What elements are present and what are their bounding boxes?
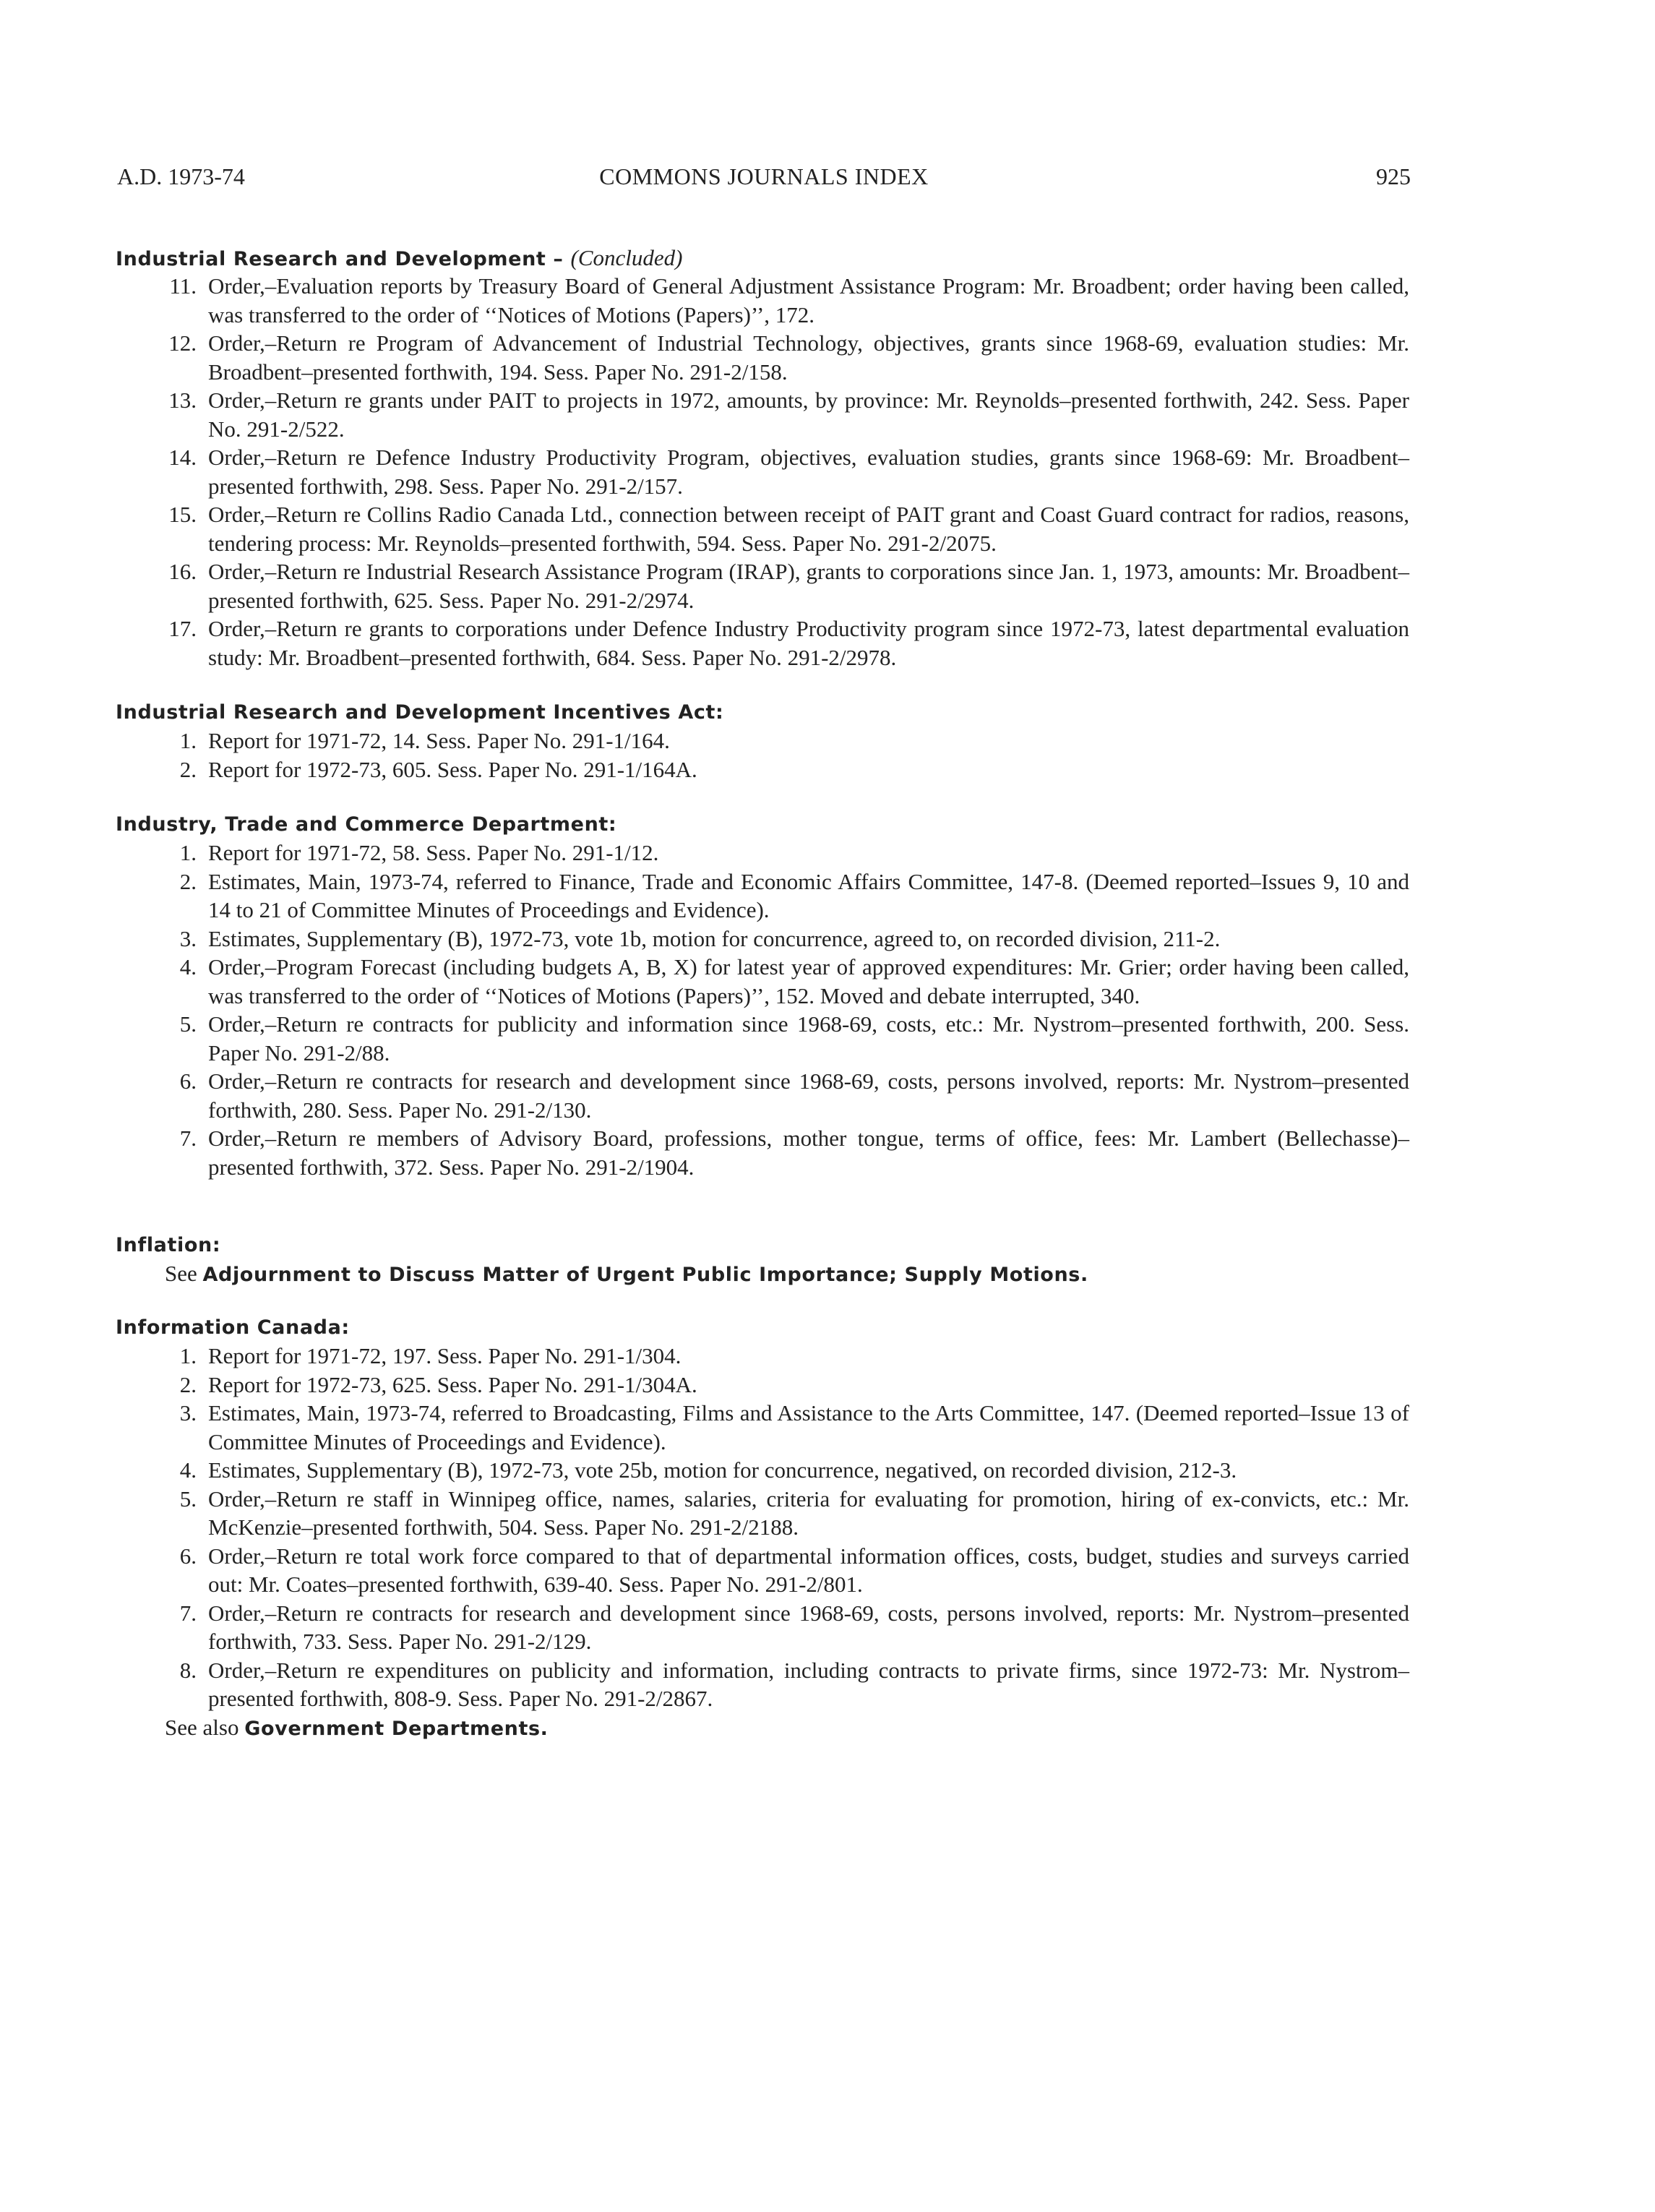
section-spacer (116, 1290, 1409, 1314)
index-entry (116, 557, 1409, 614)
section-inflation (116, 1232, 1409, 1290)
running-head-title: COMMONS JOURNALS INDEX (599, 163, 929, 189)
entry-number: 4. (179, 954, 197, 979)
entry-text: Report for 1971-72, 58. Sess. Paper No. 291-1/12. (208, 840, 659, 865)
entry-text: Order,–Return re Collins Radio Canada Ltd., connection between receipt of PAIT grant and Coast Guard contract for radios, reasons, tendering process: Mr. Reynolds–presented forthwith, 594. Sess. Paper No. 291-2/2075. (208, 502, 1409, 556)
entry-number: 1. (179, 840, 197, 865)
entry-text: Order,–Return re members of Advisory Board, professions, mother tongue, terms of office, fees: Mr. Lambert (Bellechasse)–presented forthwith, 372. Sess. Paper No. 291-2/1904. (208, 1126, 1409, 1180)
section-heading: Industrial Research and Development Incentives Act: (116, 701, 724, 724)
entry-number: 7. (179, 1126, 197, 1151)
index-entry (116, 839, 1409, 867)
entry-text: Order,–Return re contracts for publicity and information since 1968-69, costs, etc.: Mr. Nystrom–presented forthwith, 200. Sess. Paper No. 291-2/88. (208, 1011, 1409, 1066)
page-number: 925 (1376, 163, 1411, 189)
entry-number: 3. (179, 1400, 197, 1426)
index-entry (116, 614, 1409, 672)
entry-number: 16. (168, 559, 197, 584)
running-head (117, 160, 1411, 192)
cross-reference-target: Adjournment to Discuss Matter of Urgent Public Importance; Supply Motions. (202, 1264, 1088, 1286)
index-entry (116, 867, 1409, 925)
index-entry (116, 953, 1409, 1010)
entry-text: Estimates, Supplementary (B), 1972-73, vote 1b, motion for concurrence, agreed to, on recorded division, 211-2. (208, 925, 1221, 951)
entry-text: Order,–Return re expenditures on publicity and information, including contracts to private firms, since 1972-73: Mr. Nystrom–presented forthwith, 808-9. Sess. Paper No. 291-2/2867. (208, 1657, 1409, 1711)
entry-text: Estimates, Main, 1973-74, referred to Finance, Trade and Economic Affairs Committee, 147-8. (Deemed reported–Issues 9, 10 and 14 to 21 of Committee Minutes of Proceedings and Evidence). (208, 868, 1409, 922)
entry-number: 11. (169, 273, 197, 299)
index-entry (116, 386, 1409, 443)
entry-number: 3. (179, 925, 197, 951)
section-industry-trade-commerce (116, 811, 1409, 1181)
section-spacer (116, 784, 1409, 811)
section-incentives-act (116, 699, 1409, 784)
entry-text: Order,–Return re contracts for research and development since 1968-69, costs, persons involved, reports: Mr. Nystrom–presented forthwith, 280. Sess. Paper No. 291-2/130. (208, 1068, 1409, 1123)
entry-text: Order,–Evaluation reports by Treasury Board of General Adjustment Assistance Program: Mr. Broadbent; order having been called, was transferred to the order of ‘‘Notices of Motions (Papers)’’, 172. (208, 273, 1409, 327)
entry-number: 8. (179, 1657, 197, 1683)
index-entry (116, 1124, 1409, 1181)
index-entry (116, 925, 1409, 953)
section-spacer (116, 672, 1409, 699)
entry-text: Order,–Return re grants to corporations under Defence Industry Productivity program since 1972-73, latest departmental evaluation study: Mr. Broadbent–presented forthwith, 684. Sess. Paper No. 291-2/2978. (208, 616, 1409, 670)
index-entry (116, 1656, 1409, 1713)
entry-text: Report for 1971-72, 197. Sess. Paper No. 291-1/304. (208, 1343, 682, 1368)
entry-text: Order,–Return re Program of Advancement of Industrial Technology, objectives, grants since 1968-69, evaluation studies: Mr. Broadbent–presented forthwith, 194. Sess. Paper No. 291-2/158. (208, 330, 1409, 385)
index-entry (116, 443, 1409, 500)
index-entry (116, 726, 1409, 755)
index-content (116, 244, 1409, 1744)
index-entry (116, 1599, 1409, 1656)
entry-number: 1. (179, 1343, 197, 1368)
section-spacer (116, 1181, 1409, 1232)
entry-number: 13. (168, 387, 197, 413)
entry-number: 5. (179, 1486, 197, 1512)
entry-number: 4. (179, 1457, 197, 1483)
index-entry (116, 272, 1409, 329)
section-heading: Industrial Research and Development – (Concluded) (116, 245, 683, 270)
entry-text: Order,–Return re staff in Winnipeg office, names, salaries, criteria for evaluating for promotion, hiring of ex-convicts, etc.: Mr. McKenzie–presented forthwith, 504. Sess. Paper No. 291-2/2188. (208, 1486, 1409, 1540)
entry-number: 6. (179, 1068, 197, 1094)
section-information-canada (116, 1314, 1409, 1744)
entry-number: 2. (179, 1371, 197, 1397)
index-entry (116, 1456, 1409, 1485)
section-heading: Inflation: (116, 1234, 221, 1256)
entry-text: Order,–Return re grants under PAIT to projects in 1972, amounts, by province: Mr. Reynolds–presented forthwith, 242. Sess. Paper No. 291-2/522. (208, 387, 1409, 442)
entry-text: Order,–Return re total work force compared to that of departmental information offices, costs, budget, studies and surveys carried out: Mr. Coates–presented forthwith, 639-40. Sess. Paper No. 291-2/801. (208, 1543, 1409, 1597)
entry-text: Order,–Return re Defence Industry Productivity Program, objectives, evaluation studies, grants since 1968-69: Mr. Broadbent–presented forthwith, 298. Sess. Paper No. 291-2/157. (208, 445, 1409, 499)
entry-number: 2. (179, 756, 197, 782)
index-entry (116, 1342, 1409, 1371)
entry-number: 6. (179, 1543, 197, 1569)
index-entry (116, 1485, 1409, 1542)
entry-number: 1. (179, 728, 197, 753)
entry-text: Report for 1971-72, 14. Sess. Paper No. 291-1/164. (208, 728, 670, 753)
entry-number: 14. (168, 445, 197, 470)
entry-number: 5. (179, 1011, 197, 1037)
cross-reference: See Adjournment to Discuss Matter of Urgent Public Importance; Supply Motions. (165, 1261, 1088, 1286)
entry-text: Order,–Program Forecast (including budgets A, B, X) for latest year of approved expenditures: Mr. Grier; order having been called, was transferred to the order of ‘‘Notices of Motions (Papers)’’, 152. Moved and debate interrupted, 340. (208, 954, 1409, 1008)
index-entry (116, 755, 1409, 784)
entry-text: Report for 1972-73, 605. Sess. Paper No. 291-1/164A. (208, 756, 697, 782)
entry-number: 15. (168, 502, 197, 527)
running-head-date: A.D. 1973-74 (117, 163, 245, 189)
entry-text: Estimates, Main, 1973-74, referred to Broadcasting, Films and Assistance to the Arts Committee, 147. (Deemed reported–Issue 13 of Committee Minutes of Proceedings and Evidence). (208, 1400, 1409, 1454)
section-industrial-research-and-development (116, 244, 1409, 672)
entry-number: 12. (168, 330, 197, 356)
entry-text: Order,–Return re contracts for research and development since 1968-69, costs, persons involved, reports: Mr. Nystrom–presented forthwith, 733. Sess. Paper No. 291-2/129. (208, 1600, 1409, 1654)
entry-number: 17. (168, 616, 197, 641)
index-entry (116, 1371, 1409, 1399)
entry-text: Estimates, Supplementary (B), 1972-73, vote 25b, motion for concurrence, negatived, on recorded division, 212-3. (208, 1457, 1237, 1483)
entry-text: Order,–Return re Industrial Research Assistance Program (IRAP), grants to corporations since Jan. 1, 1973, amounts: Mr. Broadbent–presented forthwith, 625. Sess. Paper No. 291-2/2974. (208, 559, 1409, 613)
section-heading: Industry, Trade and Commerce Department: (116, 813, 617, 836)
entry-number: 7. (179, 1600, 197, 1626)
index-entry (116, 1067, 1409, 1124)
section-heading: Information Canada: (116, 1316, 350, 1339)
index-entry (116, 329, 1409, 386)
index-entry (116, 1399, 1409, 1456)
concluded-note: (Concluded) (570, 245, 683, 270)
index-entry (116, 1542, 1409, 1599)
cross-reference: See also Government Departments. (165, 1714, 549, 1740)
index-entry (116, 1010, 1409, 1067)
entry-text: Report for 1972-73, 625. Sess. Paper No. 291-1/304A. (208, 1371, 697, 1397)
cross-reference-target: Government Departments. (244, 1717, 549, 1740)
index-entry (116, 500, 1409, 557)
entry-number: 2. (179, 868, 197, 894)
